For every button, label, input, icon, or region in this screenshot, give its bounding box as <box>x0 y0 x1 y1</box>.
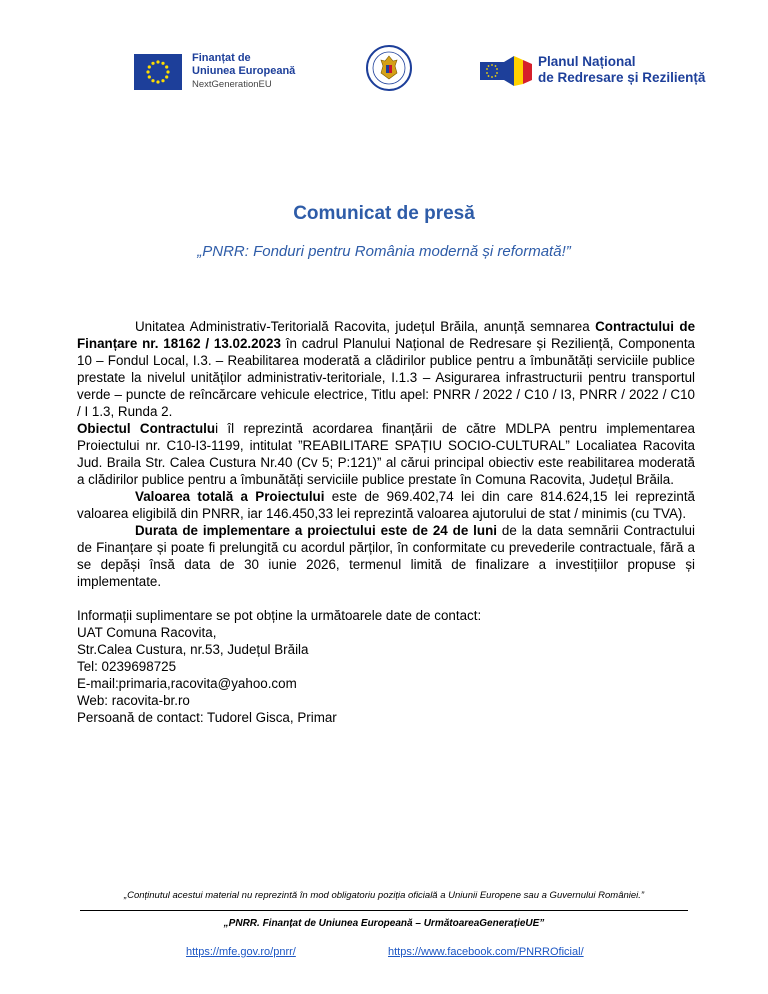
contact-intro: Informații suplimentare se pot obține la următoarele date de contact: <box>77 608 482 623</box>
facebook-link[interactable]: https://www.facebook.com/PNRROficial/ <box>388 946 584 958</box>
footer-divider <box>80 910 688 911</box>
pnrr-logo-line1: Planul Național <box>538 54 636 69</box>
eu-funding-logo <box>134 52 295 91</box>
p2-text: i îl reprezintă acordarea finanțării de către MDLPA pentru implementarea Proiectului nr. C10-I3-1199, intitulat ”REABILITARE SPAȚIU SOCIO-CULTURAL” Localiatea Racovita Jud. Braila Str. Calea Custura Nr.40 (Cv 5; P:121)” al cărui principal obiectiv este reabilitarea moderată a clădirilor publice pentru a îmbunătăți serviciile publice prestate în Comuna Racovita, Județul Brăila. <box>77 421 695 487</box>
footer-funding: „PNRR. Finanțat de Uniunea Europeană – UrmătoareaGenerațieUE” <box>223 918 545 929</box>
paragraph-contract <box>77 318 695 420</box>
p4-text: de la data semnării Contractului de Finanțare și poate fi prelungită cu acordul părților, în conformitate cu prevederile contractuale, fără a se depăși însă data de 30 iunie 2026, termenul limită de finalizare a investițiilor propuse și implementate. <box>77 523 695 589</box>
contact-email: E-mail:primaria,racovita@yahoo.com <box>77 676 297 691</box>
p3-text: este de 969.402,74 lei din care 814.624,15 lei reprezintă valoarea eligibilă din PNRR, iar 146.450,33 lei reprezintă valoarea ajutorului de stat / minimis (cu TVA). <box>77 489 696 521</box>
pnrr-logo <box>480 54 705 86</box>
pnrr-logo-line2: de Redresare și Reziliență <box>538 70 706 85</box>
paragraph-object <box>77 420 695 488</box>
contact-tel: Tel: 0239698725 <box>77 659 177 674</box>
p1-text-b: în cadrul Planului Național de Redresare și Reziliență, Componenta 10 – Fondul Local, I.3. – Reabilitarea moderată a clădirilor publice pentru a îmbunătăți serviciile publice prestate la nivelul unităților administrativ-teritoriale, I.1.3 – Asigurarea infrastructurii pentru transportul verde – puncte de reîncărcare vehicule electrice, Titlu apel: PNRR / 2022 / C10 / I3, PNRR / 2022 / C10 / I 1.3, Runda 2. <box>77 336 695 419</box>
contact-org: UAT Comuna Racovita, <box>77 625 217 640</box>
value-heading: Valoarea totală a Proiectului <box>135 489 325 504</box>
contract-number: Contractului de Finanțare nr. 18162 / 13.02.2023 <box>77 319 696 351</box>
pnrr-flag-mark-icon <box>480 54 532 86</box>
eu-flag-icon <box>134 54 182 90</box>
press-release-body <box>77 318 695 726</box>
eu-logo-line1: Finanțat de <box>192 52 251 64</box>
eu-logo-line3: NextGenerationEU <box>192 79 272 90</box>
footer-disclaimer: „Conținutul acestui material nu reprezintă în mod obligatoriu poziția oficială a Uniunii Europene sau a Guvernului României.” <box>123 890 645 901</box>
page-subtitle: „PNRR: Fonduri pentru România modernă și reformată!” <box>197 243 571 260</box>
header-logos <box>0 0 768 110</box>
contact-address: Str.Calea Custura, nr.53, Județul Brăila <box>77 642 309 657</box>
mfe-link[interactable]: https://mfe.gov.ro/pnrr/ <box>186 946 296 958</box>
paragraph-value <box>77 488 695 522</box>
object-heading: Obiectul Contractulu <box>77 421 216 436</box>
contact-web: Web: racovita-br.ro <box>77 693 190 708</box>
romanian-government-seal-icon <box>366 45 412 91</box>
duration-heading: Durata de implementare a proiectului este de 24 de luni <box>135 523 497 538</box>
contact-person: Persoană de contact: Tudorel Gisca, Primar <box>77 710 337 725</box>
page-title: Comunicat de presă <box>293 203 475 224</box>
p1-text-a: Unitatea Administrativ-Teritorială Racovita, județul Brăila, anunță semnarea <box>135 319 596 334</box>
paragraph-duration <box>77 522 695 590</box>
eu-logo-line2: Uniunea Europeană <box>192 65 296 77</box>
